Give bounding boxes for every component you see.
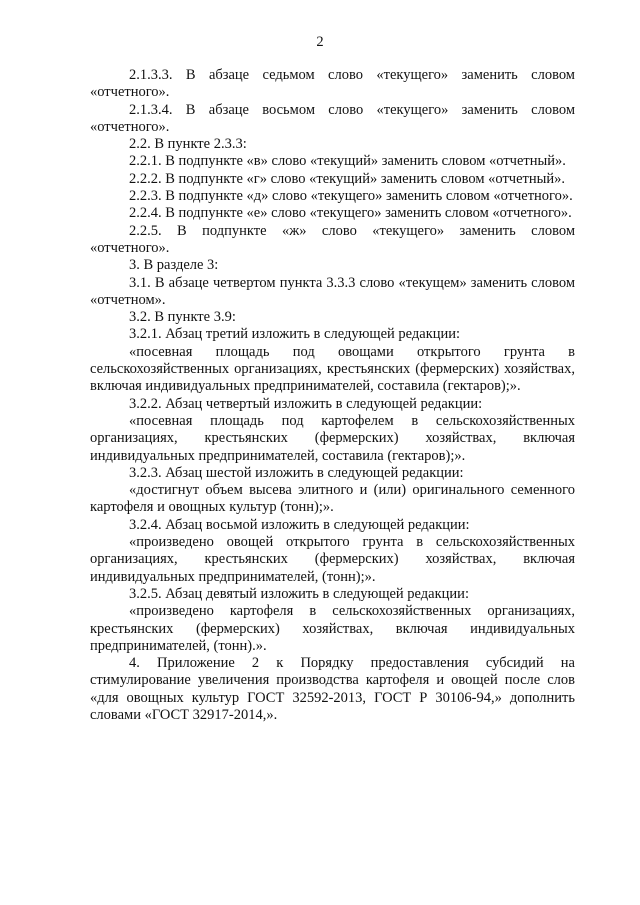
paragraph-3-2-3: 3.2.3. Абзац шестой изложить в следующей редакции: xyxy=(129,464,464,481)
quote-3-2-4: «произведено овощей открытого грунта в сельскохозяйственных организациях, крестьянских (фермерских) хозяйствах, включая индивидуальных предпринимателей, (тонн);». xyxy=(90,534,575,585)
page-number: 2 xyxy=(316,34,324,50)
paragraph-2-2: 2.2. В пункте 2.3.3: xyxy=(129,136,247,153)
quote-3-2-5: «произведено картофеля в сельскохозяйственных организациях, крестьянских (фермерских) хозяйствах, включая индивидуальных предпринимателей, (тонн).». xyxy=(90,603,575,654)
paragraph-3-2: 3.2. В пункте 3.9: xyxy=(129,309,236,326)
quote-3-2-2: «посевная площадь под картофелем в сельскохозяйственных организациях, крестьянских (фермерских) хозяйствах, включая индивидуальных предпринимателей, составила (гектаров);». xyxy=(90,412,575,464)
paragraph-2-2-4: 2.2.4. В подпункте «е» слово «текущего» заменить словом «отчетного». xyxy=(129,205,572,222)
paragraph-2-1-3-3: 2.1.3.3. В абзаце седьмом слово «текущего» заменить словом «отчетного». xyxy=(90,67,575,101)
paragraph-2-2-5: 2.2.5. В подпункте «ж» слово «текущего» заменить словом «отчетного». xyxy=(90,222,575,256)
paragraph-2-1-3-4: 2.1.3.4. В абзаце восьмом слово «текущего» заменить словом «отчетного». xyxy=(90,101,575,135)
paragraph-2-2-2: 2.2.2. В подпункте «г» слово «текущий» заменить словом «отчетный». xyxy=(129,170,565,187)
document-body xyxy=(90,67,575,724)
paragraph-3-2-1: 3.2.1. Абзац третий изложить в следующей редакции: xyxy=(129,326,461,343)
paragraph-2-2-1: 2.2.1. В подпункте «в» слово «текущий» заменить словом «отчетный». xyxy=(129,153,566,170)
paragraph-3-2-5: 3.2.5. Абзац девятый изложить в следующей редакции: xyxy=(129,585,469,602)
paragraph-3-2-2: 3.2.2. Абзац четвертый изложить в следующей редакции: xyxy=(129,395,483,412)
quote-3-2-1: «посевная площадь под овощами открытого грунта в сельскохозяйственных организациях, крестьянских (фермерских) хозяйствах, включая индивидуальных предпринимателей, составила (гектаров);». xyxy=(90,343,575,395)
quote-3-2-3: «достигнут объем высева элитного и (или) оригинального семенного картофеля и овощных культур (тонн);». xyxy=(90,482,575,516)
paragraph-3-1: 3.1. В абзаце четвертом пункта 3.3.3 слово «текущем» заменить словом «отчетном». xyxy=(90,274,575,308)
paragraph-3: 3. В разделе 3: xyxy=(129,257,219,274)
paragraph-4: 4. Приложение 2 к Порядку предоставления субсидий на стимулирование увеличения производства картофеля и овощей после слов «для овощных культур ГОСТ 32592-2013, ГОСТ Р 30106-94,» дополнить словами «ГОСТ 32917-2014,». xyxy=(90,655,575,723)
paragraph-3-2-4: 3.2.4. Абзац восьмой изложить в следующей редакции: xyxy=(129,516,470,533)
paragraph-2-2-3: 2.2.3. В подпункте «д» слово «текущего» заменить словом «отчетного». xyxy=(129,188,573,205)
